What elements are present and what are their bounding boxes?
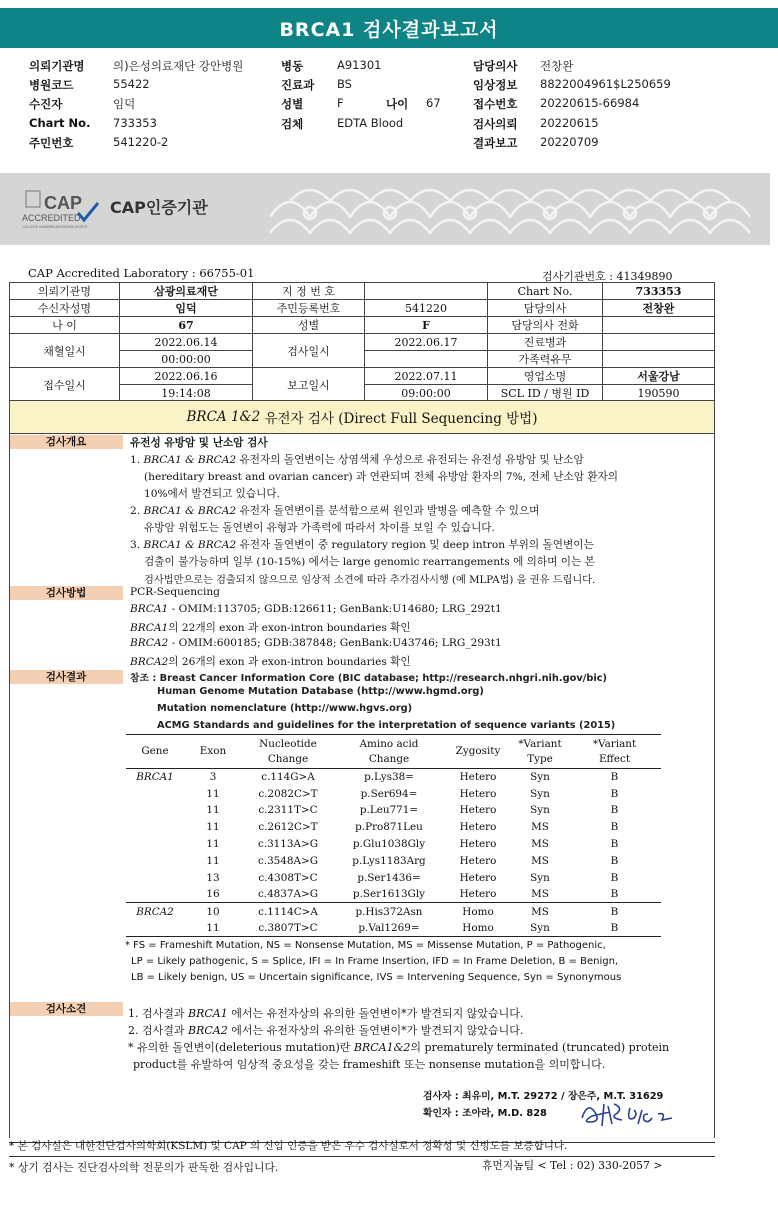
footer-note: * 상기 검사는 진단검사의학 전문의가 판독한 검사입니다. (9, 1161, 279, 1174)
cell-label: 채혈일시 (10, 334, 120, 368)
cap-title: CAP인증기관 (110, 198, 208, 217)
variant-exon-cell: 11 (206, 854, 220, 867)
gene-name: BRCA1 & BRCA2 (143, 539, 237, 551)
patient-value: 임덕 (113, 97, 136, 111)
cell-label: 담당의사 전화 (488, 317, 603, 334)
variant-zygosity-cell: Hetero (459, 871, 497, 884)
cell-label: 보고일시 (253, 368, 365, 402)
cell-label: 주민등록번호 (253, 300, 365, 317)
doctor-label: 담당의사 (473, 59, 518, 73)
cell-label: Chart No. (488, 283, 603, 300)
variant-zygosity-cell: Hetero (459, 804, 497, 817)
gene-name: BRCA1 (188, 1007, 228, 1020)
lab-report (0, 250, 778, 1219)
cell-label: 영업소명 (488, 368, 603, 385)
text: - OMIM:113705; GDB:126611; GenBank:U14680; LRG_292t1 (168, 603, 502, 615)
variant-variant-effect-cell: B (610, 888, 619, 901)
text: 검출이 불가능하며 일부 (10-15%) 에서는 large genomic rearrangements 에 의하며 이는 본 (144, 556, 595, 568)
doctor-value: 전창완 (540, 59, 574, 73)
cell-value: 00:00:00 (120, 351, 253, 368)
text: 의 prematurely terminated (truncated) protein (410, 1041, 670, 1054)
text: 검사법만으로는 검출되지 않으므로 임상적 소견에 따라 추가검사시행 (예 MLPA법) 을 권유 드립니다. (144, 575, 596, 586)
cell-label: 담당의사 (488, 300, 603, 317)
text: 의 22개의 exon 과 exon-intron boundaries 확인 (168, 622, 411, 634)
variant-exon-cell: 16 (206, 888, 220, 901)
footer-contact: 휴먼지놈팀 < Tel : 02) 330-2057 > (482, 1159, 663, 1172)
cell-value: 2022.06.17 (365, 334, 488, 351)
variant-variant-type-cell: Syn (512, 920, 568, 937)
variant-variant-effect-cell: B (610, 821, 619, 834)
variant-zygosity-cell: Hetero (459, 888, 497, 901)
col-zygosity: Zygosity (444, 735, 512, 769)
variant-amino-acid-cell: p.His372Asn (334, 903, 444, 920)
cell-value: 09:00:00 (365, 385, 488, 402)
text: - OMIM:600185; GDB:387848; GenBank:U43746; LRG_293t1 (168, 637, 502, 649)
report-date-value: 20220709 (540, 135, 599, 149)
cell-label: 나 이 (10, 317, 120, 334)
text: * FS = Frameshift Mutation, NS = Nonsense Mutation, MS = Missense Mutation, P = Pathogenic, (125, 940, 606, 951)
variant-exon-cell: 11 (184, 920, 242, 937)
text: 의 26개의 exon 과 exon-intron boundaries 확인 (168, 656, 411, 668)
hospital-value: 의)은성의료재단 강안병원 (113, 59, 244, 73)
patient-table-row (10, 368, 715, 385)
variant-nucleotide-cell: c.3807T>C (242, 920, 334, 937)
receipt-value: 20220615-66984 (540, 96, 640, 110)
cell-label: 가족력유무 (488, 351, 603, 368)
age-label: 나이 (386, 97, 409, 111)
variant-variant-type-cell: MS (531, 838, 549, 851)
cloud-pattern-decoration (265, 177, 770, 241)
variant-variant-effect-cell: B (610, 804, 619, 817)
method-label: 검사방법 (9, 586, 123, 600)
patient-table-row (10, 334, 715, 351)
patient-table-row (10, 300, 715, 317)
variant-amino-acid-cell: p.Leu771= (359, 804, 419, 817)
request-value: 20220615 (540, 116, 599, 130)
text: 참조 : (130, 673, 160, 684)
variant-variant-type-cell: MS (531, 821, 549, 834)
variant-nucleotide-cell: c.2082C>T (258, 787, 318, 800)
chart-value: 733353 (113, 116, 157, 130)
cell-value (365, 283, 488, 300)
text: 유전자의 돌연변이는 상염색체 우성으로 유전되는 유전성 유방암 및 난소암 (236, 454, 584, 466)
clinical-value: 8822004961$L250659 (540, 77, 671, 91)
variant-exon-cell: 10 (184, 903, 242, 920)
text: 유전자 돌연변이 중 regulatory region 및 deep intron 부위의 돌연변이는 (236, 539, 594, 551)
reference-link: ACMG Standards and guidelines for the interpretation of sequence variants (2015) (157, 720, 616, 731)
variant-variant-type-cell: Syn (530, 871, 550, 884)
text: Nucleotide (259, 737, 317, 750)
variant-zygosity-cell: Hetero (459, 821, 497, 834)
variant-amino-acid-cell: p.Lys1183Arg (352, 854, 426, 867)
cell-label: SCL ID / 병원 ID (488, 385, 603, 402)
variant-gene-cell: BRCA2 (126, 903, 184, 920)
col-exon: Exon (184, 735, 242, 769)
text: 10%에서 발견되고 있습니다. (144, 488, 280, 500)
header-info (0, 0, 778, 160)
variant-variant-type-cell: MS (531, 854, 549, 867)
report-banner-title: BRCA1 검사결과보고서 (0, 8, 778, 48)
result-label: 검사결과 (9, 670, 123, 684)
text: 유방암 위험도는 돌연변이 유형과 가족력에 따라서 차이를 보일 수 있습니다. (144, 522, 495, 534)
variant-exon-cell: 11 (206, 821, 220, 834)
variant-zygosity-cell: Hetero (459, 854, 497, 867)
variant-exon-cell: 13 (206, 871, 220, 884)
cell-label: 지 정 번 호 (253, 283, 365, 300)
variant-variant-effect-cell: B (568, 903, 661, 920)
cell-value (603, 317, 715, 334)
cell-label: 검사일시 (253, 334, 365, 368)
receipt-label: 접수번호 (473, 97, 518, 111)
cap-logo-text: CAP (44, 193, 83, 213)
variant-exon-cell: 3 (184, 769, 242, 786)
chart-label: Chart No. (29, 116, 91, 130)
text: product를 유발하여 임상적 중요성을 갖는 frameshift 또는 nonsense mutation을 의미합니다. (133, 1058, 606, 1071)
gene-name: BRCA1 & BRCA2 (143, 505, 237, 517)
cap-logo-tiny: COLLEGE of AMERICAN PATHOLOGISTS (22, 225, 88, 229)
cell-value (603, 351, 715, 368)
variant-nucleotide-cell: c.1114C>A (242, 903, 334, 920)
text: Effect (598, 752, 631, 765)
variant-variant-type-cell: Syn (530, 804, 550, 817)
cap-logo (22, 187, 102, 231)
variant-gene-cell: BRCA1 (126, 769, 184, 786)
reference-link: Breast Cancer Information Core (BIC database; http://research.nhgri.nih.gov/bic) (159, 673, 607, 684)
text: 검사자 : (423, 1091, 463, 1102)
patient-table (9, 282, 715, 402)
lab-institution-number: 검사기관번호 : 41349890 (542, 270, 673, 283)
text: 3. (130, 539, 144, 551)
report-date-label: 결과보고 (473, 136, 518, 150)
variant-exon-cell: 11 (206, 838, 220, 851)
code-label: 병원코드 (29, 78, 74, 92)
section-title-text: 유전자 검사 (Direct Full Sequencing 방법) (260, 411, 538, 427)
variant-variant-effect-cell: B (610, 838, 619, 851)
text: LB = Likely benign, US = Uncertain significance, IVS = Intervening Sequence, Syn = Synonymous (131, 972, 622, 983)
cell-value: 2022.06.14 (120, 334, 253, 351)
gene-name: BRCA2 (130, 656, 169, 668)
gene-name: BRCA1 & BRCA2 (143, 454, 237, 466)
variant-exon-cell: 11 (206, 787, 220, 800)
patient-table-row (10, 283, 715, 300)
cell-value: 19:14:08 (120, 385, 253, 402)
variant-exon-cell: 11 (206, 804, 220, 817)
cell-label: 성별 (253, 317, 365, 334)
cell-value: 삼광의료재단 (120, 283, 253, 300)
variant-variant-effect-cell: B (568, 769, 661, 786)
variant-amino-acid-cell: p.Pro871Leu (355, 821, 423, 834)
ward-value: A91301 (337, 58, 382, 72)
text: *Variant (518, 737, 562, 750)
cell-value: 190590 (603, 385, 715, 402)
variant-zygosity-cell: Hetero (459, 787, 497, 800)
variant-nucleotide-cell: c.2311T>C (258, 804, 318, 817)
cell-value: 임덕 (120, 300, 253, 317)
text: 유전자 돌연변이를 분석함으로써 원인과 발병을 예측할 수 있으며 (236, 505, 540, 517)
text: Change (368, 752, 410, 765)
section-title-gene: BRCA 1&2 (186, 409, 261, 425)
variant-zygosity-cell: Hetero (459, 838, 497, 851)
rrn-value: 541220-2 (113, 135, 169, 149)
cap-accreditation-band (0, 173, 770, 245)
text: 에서는 유전자상의 유의한 돌연변이*가 발견되지 않았습니다. (227, 1007, 524, 1020)
variant-nucleotide-cell: c.2612C>T (258, 821, 318, 834)
clinical-label: 임상정보 (473, 78, 518, 92)
text: Change (267, 752, 309, 765)
text: 1. (130, 454, 144, 466)
cell-label: 접수일시 (10, 368, 120, 402)
opinion-label: 검사소견 (9, 1002, 123, 1016)
dept-label: 진료과 (281, 78, 315, 92)
request-label: 검사의뢰 (473, 117, 518, 131)
text: 1. 검사결과 (128, 1007, 188, 1020)
gene-name: BRCA2 (130, 637, 169, 649)
text: 2. 검사결과 (128, 1024, 188, 1037)
tester-names: 최유미, M.T. 29272 / 장은주, M.T. 31629 (462, 1091, 664, 1102)
cell-value: 서울강남 (603, 368, 715, 385)
gene-name: BRCA2 (188, 1024, 228, 1037)
variant-variant-effect-cell: B (568, 920, 661, 937)
text: (hereditary breast and ovarian cancer) 과 연관되며 전체 유방암 환자의 7%, 전체 난소암 환자의 (144, 471, 618, 483)
sex-value: F (337, 96, 344, 110)
cell-label: 의뢰기관명 (10, 283, 120, 300)
gene-name: BRCA1&2 (353, 1041, 411, 1054)
variant-variant-type-cell: Syn (530, 787, 550, 800)
variant-amino-acid-cell: p.Ser1613Gly (352, 888, 426, 901)
variant-nucleotide-cell: c.4837A>G (257, 888, 319, 901)
rrn-label: 주민번호 (29, 136, 74, 150)
gene-name: BRCA1 (130, 603, 169, 615)
hospital-label: 의뢰기관명 (29, 59, 85, 73)
text: LP = Likely pathogenic, S = Splice, IFI = In Frame Insertion, IFD = In Frame Deletion, B = Benign, (131, 956, 619, 967)
variant-nucleotide-cell: c.3548A>G (257, 854, 319, 867)
cell-label: 수신자성명 (10, 300, 120, 317)
patient-label: 수진자 (29, 97, 63, 111)
reference-link: Mutation nomenclature (http://www.hgvs.org) (157, 703, 413, 714)
variant-amino-acid-cell: p.Ser1436= (357, 871, 421, 884)
variant-amino-acid-cell: p.Ser694= (360, 787, 418, 800)
footer-certification: * 본 검사실은 대한진단검사의학회(KSLM) 및 CAP 의 신임 인증을 받은 우수 검사실로서 정확성 및 신빙도를 보증합니다. (9, 1140, 568, 1152)
cell-value: 733353 (603, 283, 715, 300)
text: Type (527, 752, 553, 765)
cell-value: 67 (120, 317, 253, 334)
cell-value (603, 334, 715, 351)
col-gene: Gene (126, 735, 184, 769)
variant-zygosity-cell: Hetero (444, 769, 512, 786)
cell-value (365, 351, 488, 368)
variant-nucleotide-cell: c.114G>A (242, 769, 334, 786)
variant-variant-type-cell: Syn (512, 769, 568, 786)
cell-value: 2022.06.16 (120, 368, 253, 385)
cell-value: 전창완 (603, 300, 715, 317)
code-value: 55422 (113, 77, 150, 91)
text: PCR-Sequencing (130, 586, 220, 598)
cap-lab-number: CAP Accredited Laboratory : 66755-01 (28, 266, 255, 280)
text: *Variant (592, 737, 637, 750)
variant-nucleotide-cell: c.3113A>G (257, 838, 319, 851)
overview-heading: 유전성 유방암 및 난소암 검사 (130, 437, 268, 449)
text: 에서는 유전자상의 유의한 돌연변이*가 발견되지 않았습니다. (227, 1024, 524, 1037)
cell-value: F (365, 317, 488, 334)
age-value: 67 (426, 96, 441, 110)
cell-value: 541220 (365, 300, 488, 317)
dept-value: BS (337, 77, 352, 91)
variant-amino-acid-cell: p.Glu1038Gly (352, 838, 426, 851)
variant-variant-type-cell: MS (531, 888, 549, 901)
patient-table-row (10, 317, 715, 334)
variant-nucleotide-cell: c.4308T>C (258, 871, 318, 884)
variant-variant-effect-cell: B (610, 787, 619, 800)
text: 2. (130, 505, 144, 517)
variant-variant-effect-cell: B (610, 871, 619, 884)
variant-amino-acid-cell: p.Val1269= (334, 920, 444, 937)
confirmer-name: 조아라, M.D. 828 (462, 1108, 547, 1119)
variant-zygosity-cell: Homo (444, 920, 512, 937)
ward-label: 병동 (281, 59, 304, 73)
sex-label: 성별 (281, 97, 304, 111)
cell-label: 진료병과 (488, 334, 603, 351)
overview-label: 검사개요 (9, 435, 123, 449)
text: Amino acid (359, 737, 419, 750)
specimen-label: 검체 (281, 117, 304, 131)
text: 확인자 : (423, 1108, 463, 1119)
variant-variant-effect-cell: B (610, 854, 619, 867)
cell-value: 2022.07.11 (365, 368, 488, 385)
gene-name: BRCA1 (130, 622, 169, 634)
text: * 유의한 돌연변이(deleterious mutation)란 (128, 1041, 354, 1054)
reference-link: Human Genome Mutation Database (http://www.hgmd.org) (157, 686, 484, 697)
variant-zygosity-cell: Homo (444, 903, 512, 920)
section-title (9, 400, 715, 434)
cap-logo-sub: ACCREDITED (22, 213, 81, 223)
specimen-value: EDTA Blood (337, 116, 404, 130)
variant-variant-type-cell: MS (512, 903, 568, 920)
variant-amino-acid-cell: p.Lys38= (334, 769, 444, 786)
